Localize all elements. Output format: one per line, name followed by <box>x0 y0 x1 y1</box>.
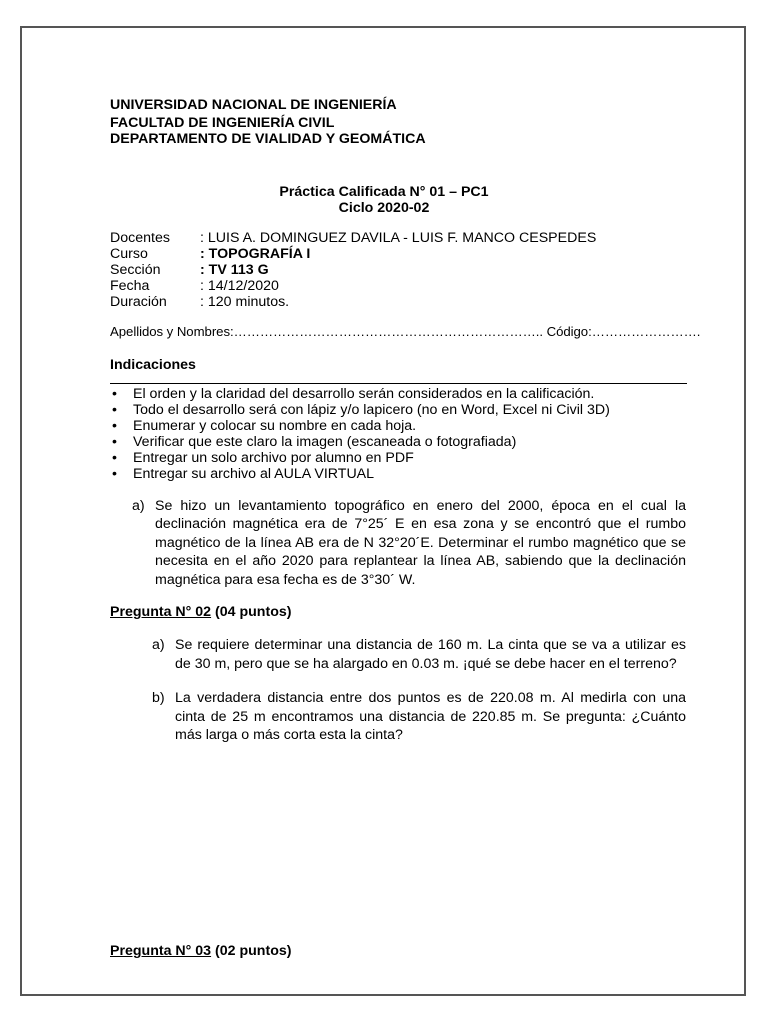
bullet-icon: • <box>112 434 117 450</box>
question3-points: (02 puntos) <box>215 943 292 959</box>
info-value-docentes: : LUIS A. DOMINGUEZ DAVILA - LUIS F. MANCO CESPEDES <box>200 230 597 246</box>
bullet-icon: • <box>112 402 117 418</box>
indication-text: Enumerar y colocar su nombre en cada hoja. <box>133 418 417 434</box>
question1-a-text: Se hizo un levantamiento topográfico en enero del 2000, época en el cual la declinación magnética era de 7°25´ E en esa zona y se encontró que el rumbo magnético de la línea AB era de N 32°20´E. Determinar el rumbo magnético que se necesita en el año 2020 para replantear la línea AB, sabiendo que la declinación magnética para esa fecha es de 3°30´ W. <box>155 498 686 588</box>
bullet-icon: • <box>112 418 117 434</box>
info-label-duracion: Duración <box>110 294 167 310</box>
question2-title: Pregunta N° 02 <box>110 604 212 620</box>
indications-divider <box>110 383 687 384</box>
question2-b-text: La verdadera distancia entre dos puntos es de 220.08 m. Al medirla con una cinta de 25 m encontramos una distancia de 220.85 m. Se pregunta: ¿Cuánto más larga o más corta esta la cinta? <box>175 690 686 744</box>
info-value-curso: : TOPOGRAFÍA I <box>200 246 311 262</box>
info-value-duracion: : 120 minutos. <box>200 294 290 310</box>
indication-text: Todo el desarrollo será con lápiz y/o lapicero (no en Word, Excel ni Civil 3D) <box>133 402 610 418</box>
info-value-seccion: : TV 113 G <box>200 262 269 278</box>
question1-a-marker: a) <box>132 498 145 514</box>
question3-title: Pregunta N° 03 <box>110 943 212 959</box>
info-label-seccion: Sección <box>110 262 161 278</box>
question2-a-marker: a) <box>152 637 165 653</box>
question2-a-text: Se requiere determinar una distancia de 160 m. La cinta que se va a utilizar es de 30 m, pero que se ha alargado en 0.03 m. ¡qué se debe hacer en el terreno? <box>175 637 686 672</box>
bullet-icon: • <box>112 386 117 402</box>
question3-heading <box>110 943 291 959</box>
question2-points: (04 puntos) <box>215 604 292 620</box>
university-name: UNIVERSIDAD NACIONAL DE INGENIERÍA <box>110 97 397 113</box>
info-value-fecha: : 14/12/2020 <box>200 278 279 294</box>
indication-text: El orden y la claridad del desarrollo serán considerados en la calificación. <box>133 386 595 402</box>
indication-text: Entregar su archivo al AULA VIRTUAL <box>133 466 375 482</box>
question2-b-marker: b) <box>152 690 165 706</box>
info-label-fecha: Fecha <box>110 278 150 294</box>
exam-cycle: Ciclo 2020-02 <box>338 200 430 216</box>
bullet-icon: • <box>112 466 117 482</box>
indications-heading: Indicaciones <box>110 357 196 373</box>
department-name: DEPARTAMENTO DE VIALIDAD Y GEOMÁTICA <box>110 131 426 147</box>
info-label-curso: Curso <box>110 246 148 262</box>
question2-heading <box>110 604 291 620</box>
info-label-docentes: Docentes <box>110 230 170 246</box>
exam-title: Práctica Calificada N° 01 – PC1 <box>279 184 489 200</box>
bullet-icon: • <box>112 450 117 466</box>
faculty-name: FACULTAD DE INGENIERÍA CIVIL <box>110 115 335 131</box>
name-code-line: Apellidos y Nombres:…………………………………………………………….. Código:……………………. <box>110 324 701 339</box>
indication-text: Entregar un solo archivo por alumno en PDF <box>133 450 414 466</box>
indication-text: Verificar que este claro la imagen (escaneada o fotografiada) <box>133 434 517 450</box>
